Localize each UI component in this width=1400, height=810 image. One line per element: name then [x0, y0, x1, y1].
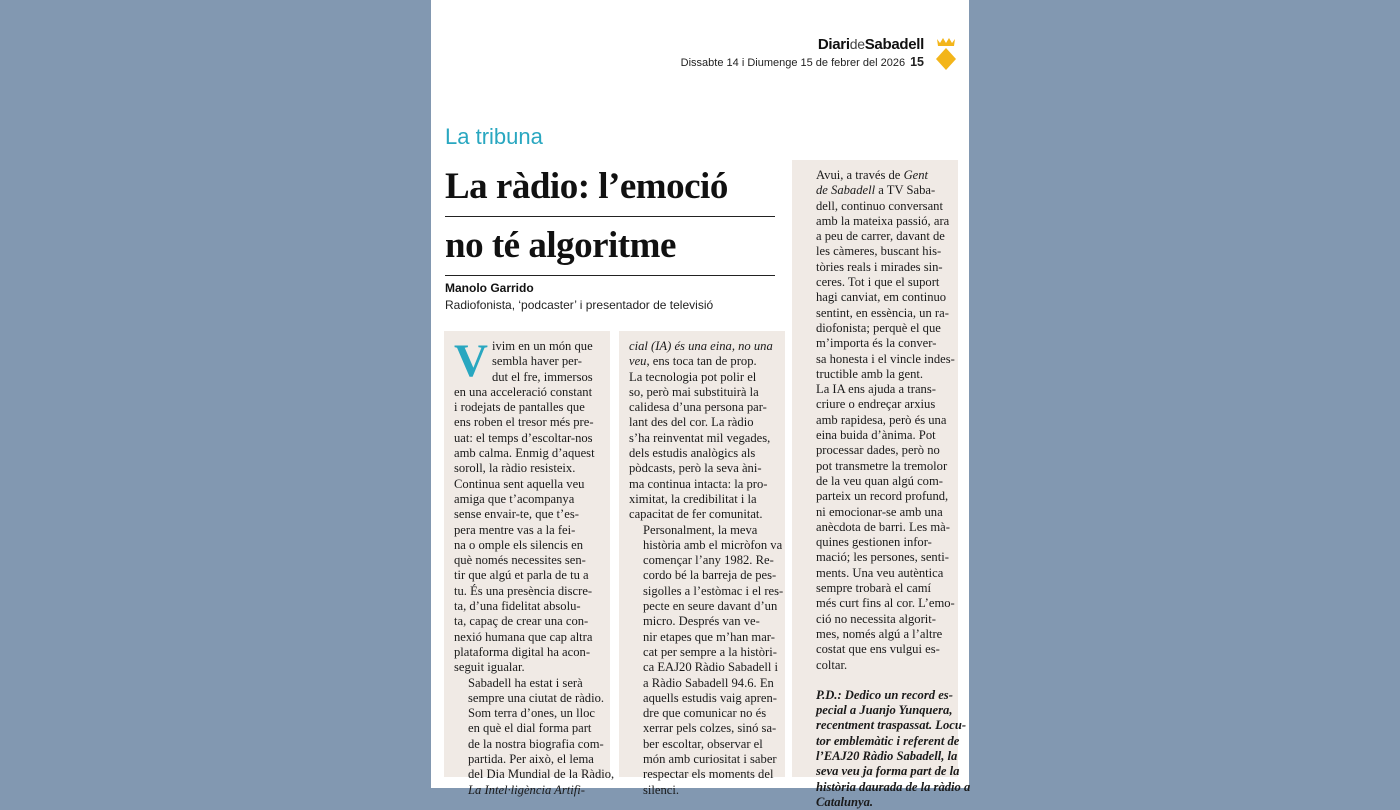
- text-line: hagi canviat, em continuo: [816, 290, 947, 305]
- text-line: a Ràdio Sabadell 94.6. En: [643, 675, 774, 690]
- text-line: lant des del cor. La ràdio: [629, 415, 754, 430]
- headline: [445, 158, 775, 276]
- text-line: Avui, a través de Gent: [816, 168, 929, 182]
- italic-text: La Intel·ligència Artifi-: [468, 782, 585, 797]
- text-line: s’ha reinventat mil vegades,: [629, 430, 771, 445]
- text-line: eina buida d’ànima. Pot: [816, 428, 936, 443]
- text-line: sempre trobarà el camí: [816, 581, 932, 596]
- text-line: veu, ens toca tan de prop.: [629, 354, 757, 369]
- text-line: coltar.: [816, 657, 848, 672]
- text-line: dels estudis analògics als: [629, 446, 756, 461]
- text-line: partida. Per això, el lema: [468, 752, 594, 767]
- sabadell-crest-icon: [934, 37, 958, 71]
- paragraph: [454, 335, 600, 676]
- article-column-3: [792, 160, 971, 809]
- text-line: plataforma digital ha acon-: [454, 644, 591, 659]
- text-line: Sabadell ha estat i serà: [468, 675, 583, 690]
- text-line: dut el fre, immersos: [491, 369, 593, 384]
- text-line: [629, 339, 775, 354]
- text-line: nexió humana que cap altra: [454, 629, 593, 644]
- text-line: de la veu quan algú com-: [816, 473, 943, 488]
- paragraph-lines: [454, 675, 615, 783]
- text-line: criure o endreçar arxius: [816, 397, 936, 412]
- text-line: en una acceleració constant: [454, 384, 593, 399]
- text-line: La IA ens ajuda a trans-: [816, 382, 936, 397]
- text-line: ció no necessita algorit-: [816, 611, 936, 626]
- text-line: món amb curiositat i saber: [643, 752, 777, 767]
- masthead-name-part1: Diari: [817, 36, 850, 53]
- paragraph: [802, 168, 955, 382]
- text-line: tu. És una presència discre-: [454, 583, 593, 598]
- paragraph-lines: [802, 382, 955, 673]
- text-line: del Dia Mundial de la Ràdio,: [468, 767, 615, 782]
- text-line: micro. Després van ve-: [643, 614, 760, 629]
- text-line: ens roben el tresor més pre-: [454, 415, 594, 430]
- paragraph: [629, 522, 784, 798]
- text-line: pot transmetre la tremolor: [816, 458, 948, 473]
- text-line: Continua sent aquella veu: [454, 476, 585, 491]
- paragraph-lines: [629, 522, 784, 798]
- text-line: tructible amb la gent.: [816, 366, 924, 381]
- paragraph-lines: [802, 687, 971, 810]
- text-line: de Sabadell a TV Saba-: [816, 183, 936, 198]
- text-line: història daurada de la ràdio a: [816, 779, 971, 794]
- headline-line-2: no té algoritme: [445, 217, 775, 276]
- text-line: a peu de carrer, davant de: [816, 229, 945, 244]
- paragraph-lines: [802, 198, 955, 383]
- paragraph: [629, 339, 775, 523]
- section-label: La tribuna: [445, 124, 543, 149]
- text-line: soroll, la ràdio resisteix.: [454, 461, 576, 476]
- text-line: sigolles a l’estòmac i el res-: [643, 583, 784, 598]
- masthead-logo: [818, 36, 924, 53]
- text-line: cordo bé la barreja de pes-: [643, 568, 777, 583]
- postscript: [802, 687, 971, 810]
- text-line: ments. Una veu autèntica: [816, 565, 944, 580]
- text-line: història amb el micròfon va: [643, 537, 783, 552]
- text-line: [454, 783, 600, 798]
- text-line: calidesa d’una persona par-: [629, 400, 767, 415]
- italic-text: cial (IA) és una eina, no una: [629, 339, 773, 353]
- text-line: sembla haver per-: [491, 354, 582, 369]
- text-line: so, però mai substituirà la: [629, 384, 759, 399]
- text-line: na o omple els silencis en: [454, 537, 584, 552]
- text-line: mes, només algú a l’altre: [816, 626, 943, 641]
- text-line: pera mentre vas a la fei-: [454, 522, 576, 537]
- article-column-2: [619, 331, 785, 797]
- text-line: tòries reals i mirades sin-: [816, 259, 943, 274]
- text-line: amb rapidesa, però és una: [816, 412, 947, 427]
- drop-cap: V: [454, 335, 488, 387]
- text-line: sentint, en essència, un ra-: [816, 305, 949, 320]
- text-line: ta, d’una fidelitat absolu-: [454, 599, 581, 614]
- masthead-name-part3: Sabadell: [864, 36, 924, 53]
- text-line: Personalment, la meva: [643, 522, 758, 537]
- text-line: dre que comunicar no és: [643, 706, 767, 721]
- text-line: les càmeres, buscant his-: [816, 244, 942, 259]
- page-number: 15: [910, 55, 924, 69]
- text-line: nir etapes que m’han mar-: [643, 629, 775, 644]
- text-line: m’importa és la conver-: [816, 336, 937, 351]
- text-line: més curt fins al cor. L’emo-: [816, 596, 955, 611]
- text-line: recentment traspassat. Locu-: [816, 718, 967, 733]
- text-line: tor emblemàtic i referent de: [816, 733, 960, 748]
- text-line: ni emocionar-se amb una: [816, 504, 943, 519]
- masthead-name-part2: de: [849, 36, 865, 52]
- text-line: què només necessites sen-: [454, 553, 586, 568]
- text-line: pecial a Juanjo Yunquera,: [816, 703, 953, 718]
- text-line: capacitat de fer comunitat.: [629, 507, 763, 522]
- text-line: diofonista; perquè el que: [816, 320, 941, 335]
- text-line: mació; les persones, senti-: [816, 550, 949, 565]
- text-line: costat que ens vulgui es-: [816, 642, 940, 657]
- paragraph: [802, 382, 955, 673]
- issue-date: Dissabte 14 i Diumenge 15 de febrer del 2026: [680, 57, 906, 69]
- text-line: cat per sempre a la històri-: [643, 644, 777, 659]
- text-line: amb la mateixa passió, ara: [816, 213, 950, 228]
- article-column-1: [444, 331, 615, 797]
- text-line: en què el dial forma part: [468, 721, 592, 736]
- italic-text: veu: [629, 354, 647, 369]
- text-line: començar l’any 1982. Re-: [643, 553, 774, 568]
- text-line: ximitat, la credibilitat i la: [629, 491, 757, 506]
- italic-text: de Sabadell: [816, 183, 876, 198]
- text-line: sense envair-te, que t’es-: [454, 507, 579, 522]
- dateline: [681, 55, 924, 69]
- author-role: Radiofonista, ‘podcaster’ i presentador de televisió: [445, 298, 714, 312]
- text-line: amb calma. Enmig d’aquest: [454, 446, 595, 461]
- text-line: uat: el temps d’escoltar-nos: [454, 430, 593, 445]
- text-line: dell, continuo conversant: [816, 198, 943, 213]
- text-line: Som terra d’ones, un lloc: [468, 706, 595, 721]
- text-line: de la nostra biografia com-: [468, 736, 604, 751]
- text-line: La tecnologia pot polir el: [629, 369, 757, 384]
- text-line: quines gestionen infor-: [816, 535, 932, 550]
- text-line: processar dades, però no: [816, 443, 940, 458]
- author-name: Manolo Garrido: [445, 281, 534, 295]
- text-line: i rodejats de pantalles que: [454, 400, 585, 415]
- text-line: ber escoltar, observar el: [643, 736, 763, 751]
- text-line: seva veu ja forma part de la: [816, 764, 960, 779]
- paragraph-lines: [629, 370, 775, 523]
- text-line: sa honesta i el vincle indes-: [816, 351, 955, 366]
- newspaper-page: [431, 0, 971, 809]
- text-line: seguit igualar.: [454, 660, 525, 675]
- text-line: ta, capaç de crear una con-: [454, 614, 589, 629]
- text-line: ivim en un món que: [491, 339, 593, 353]
- text-line: ma continua intacta: la pro-: [629, 476, 768, 491]
- text-line: pòdcasts, però la seva àni-: [629, 461, 762, 476]
- text-line: parteix un record profund,: [816, 489, 949, 504]
- text-line: silenci.: [643, 782, 680, 797]
- text-line: l’EAJ20 Ràdio Sabadell, la: [816, 748, 958, 763]
- text-line: respectar els moments del: [643, 767, 774, 782]
- text-line: P.D.: Dedico un record es-: [816, 687, 953, 702]
- text-line: Catalunya.: [816, 794, 874, 809]
- text-line: aquells estudis vaig apren-: [643, 690, 777, 705]
- italic-text: Gent: [903, 168, 929, 182]
- text-line: amiga que t’acompanya: [454, 491, 575, 506]
- paragraph: [454, 675, 615, 798]
- text-line: xerrar pels colzes, sinó sa-: [643, 721, 777, 736]
- text-line: ca EAJ20 Ràdio Sabadell i: [643, 660, 779, 675]
- text-line: sempre una ciutat de ràdio.: [468, 690, 605, 705]
- text-line: anècdota de barri. Les mà-: [816, 519, 950, 534]
- text-line: tir que algú et parla de tu a: [454, 568, 589, 583]
- text-line: pecte en seure davant d’un: [643, 599, 778, 614]
- text-line: ceres. Tot i que el suport: [816, 275, 940, 290]
- paragraph-lines: [454, 335, 600, 676]
- headline-line-1: La ràdio: l’emoció: [445, 158, 775, 217]
